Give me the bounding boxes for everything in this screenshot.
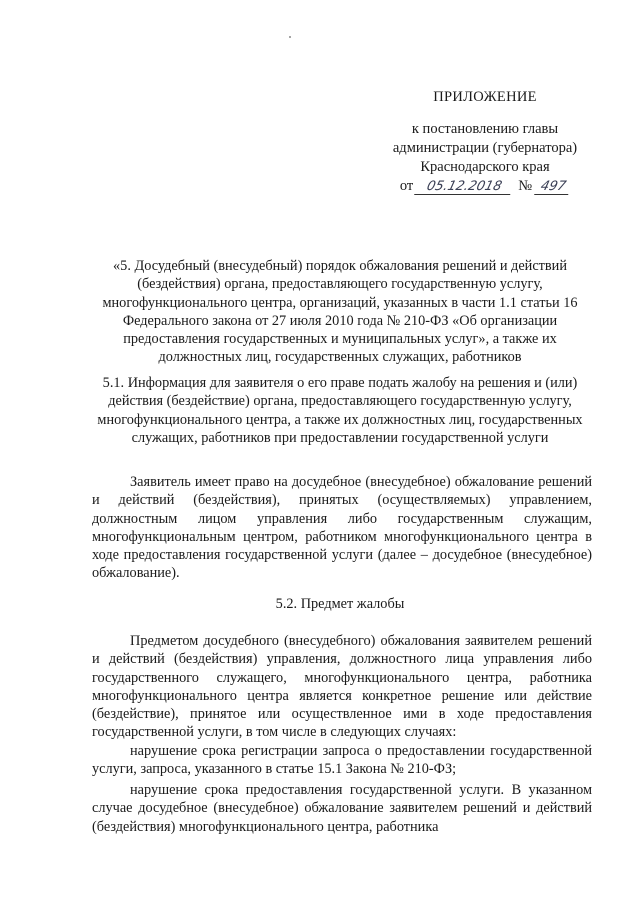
number-label: № (518, 178, 533, 194)
appendix-header (370, 88, 600, 196)
section-5-1-heading: 5.1. Информация для заявителя о его праве подать жалобу на решения и (или) действия (бездействие) органа, предоставляющего государственную услугу, многофункционального центра, а также их должностных лиц, государственных служащих, работников при предоставлении государственной услуги (97, 375, 583, 446)
appendix-line-1: к постановлению главы (411, 121, 559, 137)
list-item-service-deadline: нарушение срока предоставления государственной услуги. В указанном случае досудебное (внесудебное) обжалование заявителем решений и действий (бездействия) многофункционального центра, работника (92, 782, 592, 835)
appendix-line-2: администрации (губернатора) (392, 140, 578, 156)
section-5-heading: «5. Досудебный (внесудебный) порядок обжалования решений и действий (бездействия) органа, предоставляющего государственную услугу, многофункционального центра, организаций, указанных в части 1.1 статьи 16 Федерального закона от 27 июля 2010 года № 210-ФЗ «Об организации предоставления государственных и муниципальных услуг», а также их должностных лиц, государственных служащих, работников (102, 258, 578, 366)
handwritten-number: 497 (534, 180, 572, 195)
appendix-line-3: Краснодарского края (420, 159, 550, 175)
appendix-title: ПРИЛОЖЕНИЕ (433, 89, 537, 105)
section-5-2-heading: 5.2. Предмет жалобы (275, 596, 405, 612)
from-label: от (399, 178, 414, 194)
handwritten-date: 05.12.2018 (414, 180, 514, 195)
list-item-registration-deadline: нарушение срока регистрации запроса о предоставлении государственной услуги, запроса, указанного в статье 15.1 Закона № 210-ФЗ; (92, 743, 592, 778)
scan-speck (289, 36, 291, 38)
appendix-date-number-line (370, 177, 600, 196)
paragraph-5-2: Предметом досудебного (внесудебного) обжалования заявителем решений и действий (бездействия) управления, должностного лица управления либо государственного служащего, многофункционального центра, работника многофункционального центра является конкретное решение или действие (бездействие), принятое или осуществленное ими в ходе предоставления государственной услуги, в том числе в следующих случаях: (92, 633, 592, 741)
paragraph-5-1: Заявитель имеет право на досудебное (внесудебное) обжалование решений и действий (бездействия), принятых (осуществляемых) управлением, должностным лицом управления либо государственным служащим, многофункциональным центром, работником многофункционального центра в ходе предоставления государственной услуги (далее – досудебное (внесудебное) обжалование). (92, 474, 592, 582)
